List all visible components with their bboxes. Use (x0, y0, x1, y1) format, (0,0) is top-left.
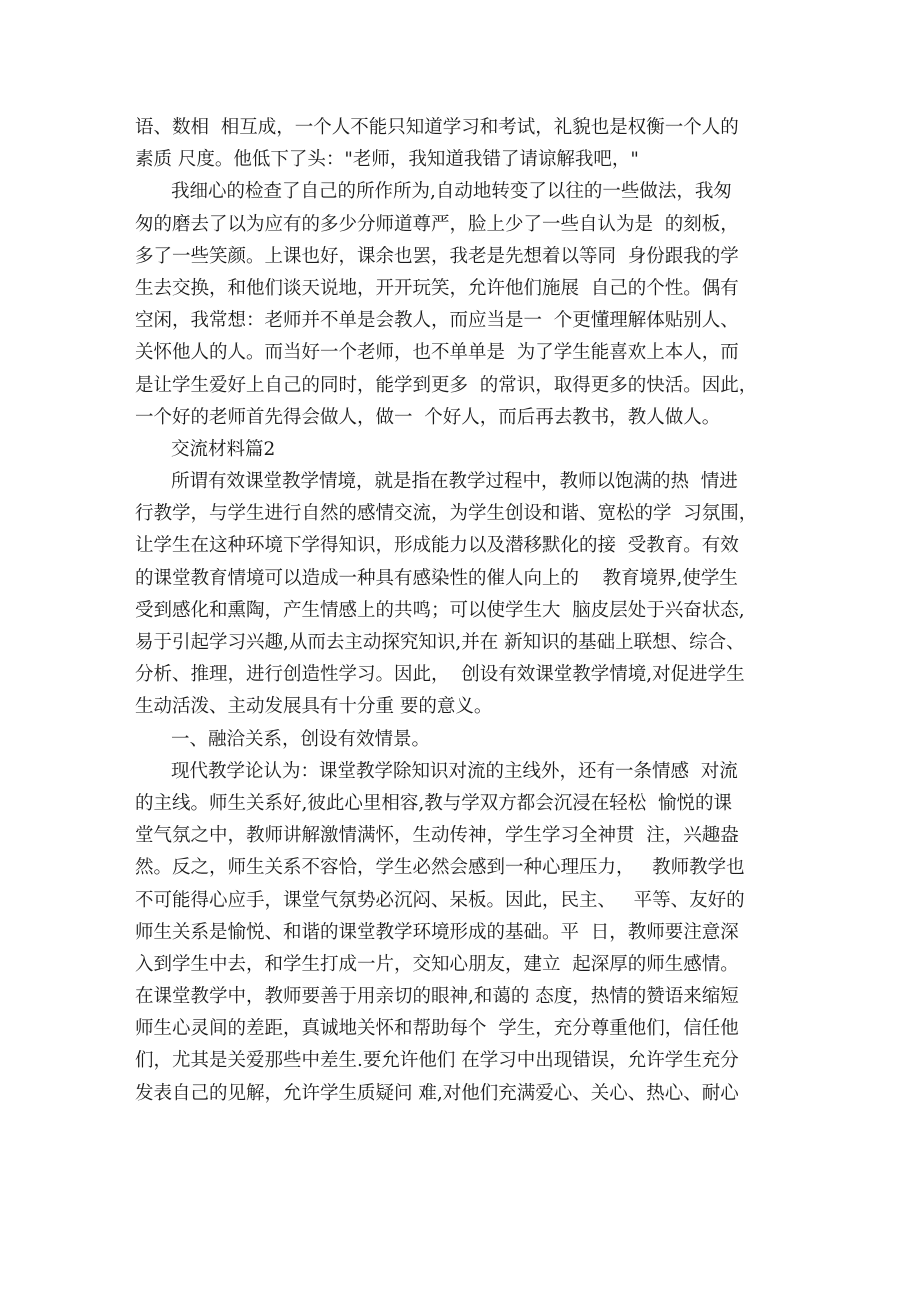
text-line: 所谓有效课堂教学情境，就是指在教学过程中，教师以饱满的热 情进 (171, 471, 738, 493)
text-line: 素质 尺度。他低下了头："老师，我知道我错了请谅解我吧，" (135, 149, 639, 171)
text-line: 一、融洽关系，创设有效情景。 (171, 728, 431, 750)
text-line: 现代教学论认为：课堂教学除知识对流的主线外，还有一条情感 对流 (171, 760, 738, 782)
text-line: 多了一些笑颜。上课也好，课余也罢，我老是先想着以等同 身份跟我的学 (135, 245, 739, 267)
text-line: 生去交换，和他们谈天说地，开开玩笑，允许他们施展 自己的个性。偶有 (135, 277, 739, 299)
text-line: 分析、推理，进行创造性学习。因此， 创设有效课堂教学情境,对促进学生 (135, 664, 745, 686)
text-line: 的主线。师生关系好,彼此心里相容,教与学双方都会沉浸在轻松 愉悦的课 (135, 792, 733, 814)
text-line: 交流材料篇2 (171, 438, 276, 460)
text-line: 们，尤其是关爱那些中差生.要允许他们 在学习中出现错误，允许学生充分 (135, 1050, 739, 1072)
text-line: 我细心的检查了自己的所作所为,自动地转变了以往的一些做法，我匆 (171, 181, 732, 203)
text-line: 是让学生爱好上自己的同时，能学到更多 的常识，取得更多的快活。因此， (135, 374, 758, 396)
text-line: 师生心灵间的差距，真诚地关怀和帮助每个 学生，充分尊重他们，信任他 (135, 1018, 739, 1040)
text-line: 师生关系是愉悦、和谐的课堂教学环境形成的基础。平 日，教师要注意深 (135, 921, 739, 943)
text-line: 易于引起学习兴趣,从而去主动探究知识,并在 新知识的基础上联想、综合、 (135, 632, 745, 653)
text-line: 行教学，与学生进行自然的感情交流，为学生创设和谐、宽松的学 习氛围， (135, 503, 758, 525)
text-line: 匆的磨去了以为应有的多少分师道尊严，脸上少了一些自认为是 的刻板， (135, 213, 739, 235)
document-body (135, 112, 800, 1110)
text-line: 的课堂教育情境可以造成一种具有感染性的催人向上的 教育境界,使学生 (135, 567, 738, 589)
text-line: 发表自己的见解，允许学生质疑问 难,对他们充满爱心、关心、热心、耐心 (135, 1082, 739, 1104)
text-line: 让学生在这种环境下学得知识，形成能力以及潜移默化的接 受教育。有效 (135, 535, 739, 557)
text-line: 一个好的老师首先得会做人，做一 个好人，而后再去教书，教人做人。 (135, 406, 721, 428)
text-line: 然。反之，师生关系不容恰，学生必然会感到一种心理压力， 教师教学也 (135, 857, 745, 879)
text-line: 语、数相 相互成，一个人不能只知道学习和考试，礼貌也是权衡一个人的 (135, 117, 739, 138)
text-line: 堂气氛之中，教师讲解激情满怀，生动传神，学生学习全神贯 注，兴趣盎 (135, 825, 739, 847)
text-line: 空闲，我常想：老师并不单是会教人，而应当是一 个更懂理解体贴别人、 (135, 310, 739, 332)
text-line: 关怀他人的人。而当好一个老师，也不单单是 为了学生能喜欢上本人，而 (135, 342, 739, 364)
text-line: 受到感化和熏陶，产生情感上的共鸣；可以使学生大 脑皮层处于兴奋状态, (135, 599, 745, 621)
text-line: 生动活泼、主动发展具有十分重 要的意义。 (135, 696, 493, 718)
text-line: 入到学生中去，和学生打成一片，交知心朋友，建立 起深厚的师生感情。 (135, 953, 739, 975)
text-line: 在课堂教学中，教师要善于用亲切的眼神,和蔼的 态度，热情的赞语来缩短 (135, 986, 739, 1008)
text-line: 不可能得心应手，课堂气氛势必沉闷、呆板。因此，民主、 平等、友好的 (135, 889, 745, 911)
